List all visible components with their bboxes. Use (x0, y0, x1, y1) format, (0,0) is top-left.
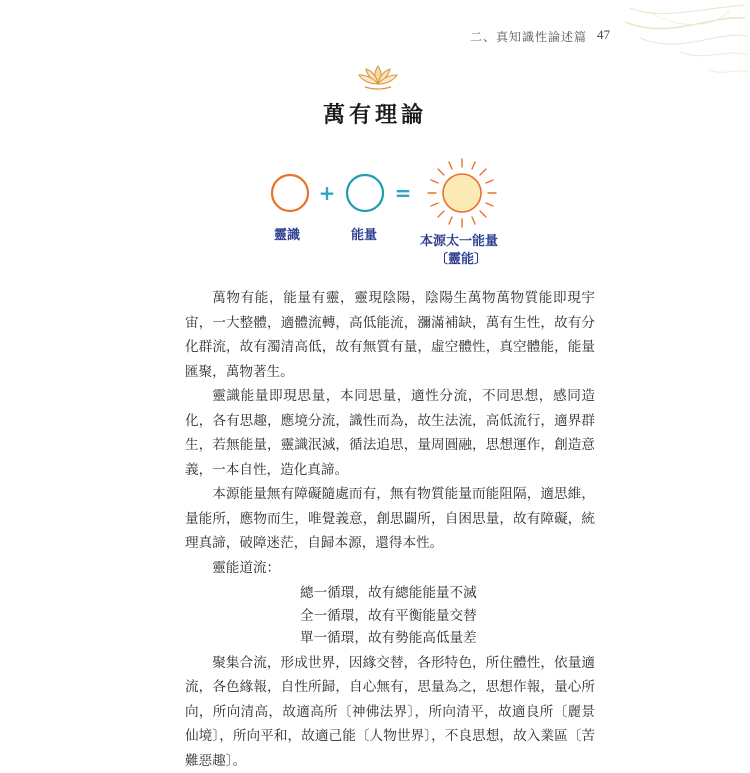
equals-sign: = (395, 181, 412, 205)
paragraph: 萬物有能，能量有靈，靈現陰陽，陰陽生萬物萬物質能即現宇宙，一大整體，適體流轉，高低能流，瀰滿補缺，萬有生性，故有分化群流，故有濁清高低，故有無質有量，虛空體性，真空體能，能量匯聚，萬物著生。 (185, 286, 595, 384)
label-spirit-energy: 〔靈能〕 (435, 248, 487, 267)
verse-block (185, 582, 595, 650)
plus-sign: + (319, 181, 336, 205)
paragraph: 靈識能量即現思量，本同思量，適性分流，不同思想，感同造化，各有思趣，應境分流，識性而為，故生法流，高低流行，適界群生，若無能量，靈識泯滅，循法追思，量周圓融，思想運作，創造意義，一本自性，造化真諦。 (185, 384, 595, 482)
label-spirit-consciousness: 靈識 (274, 224, 300, 243)
body-text (185, 286, 595, 773)
verse-lead: 靈能道流： (185, 556, 595, 581)
page-title: 萬有理論 (0, 98, 750, 129)
lotus-icon (357, 63, 399, 93)
page-number: 47 (597, 27, 610, 43)
paragraph: 本源能量無有障礙隨處而有，無有物質能量而能阻隔，適思維，量能所，應物而生，唯覺義意，創思闢所，自困思量，故有障礙，統理真諦，破障迷茫，自歸本源，還得本性。 (185, 482, 595, 556)
label-source-energy: 本源太一能量 (420, 230, 498, 249)
verse-line: 總一循環，故有總能能量不滅 (300, 582, 595, 605)
sun-icon (428, 159, 496, 227)
verse-line: 全一循環，故有平衡能量交替 (300, 605, 595, 628)
verse-line: 單一循環，故有勢能高低量差 (300, 627, 595, 650)
label-energy: 能量 (351, 224, 377, 243)
energy-equation-diagram (250, 150, 530, 270)
decorative-swirl-ornament (620, 0, 750, 85)
spirit-consciousness-circle (272, 175, 308, 211)
running-head: 二、真知識性論述篇 (470, 28, 587, 45)
energy-circle (347, 175, 383, 211)
paragraph: 聚集合流，形成世界，因緣交替，各形特色，所住體性，依量適流，各色緣報，自性所歸，自心無有，思量為之，思想作報，量心所向，所向清高，故適高所〔神佛法界〕，所向清平，故適良所〔麗景仙境〕，所向平和，故適己能〔人物世界〕，不良思想，故入業區〔苦難惡趣〕。 (185, 651, 595, 773)
